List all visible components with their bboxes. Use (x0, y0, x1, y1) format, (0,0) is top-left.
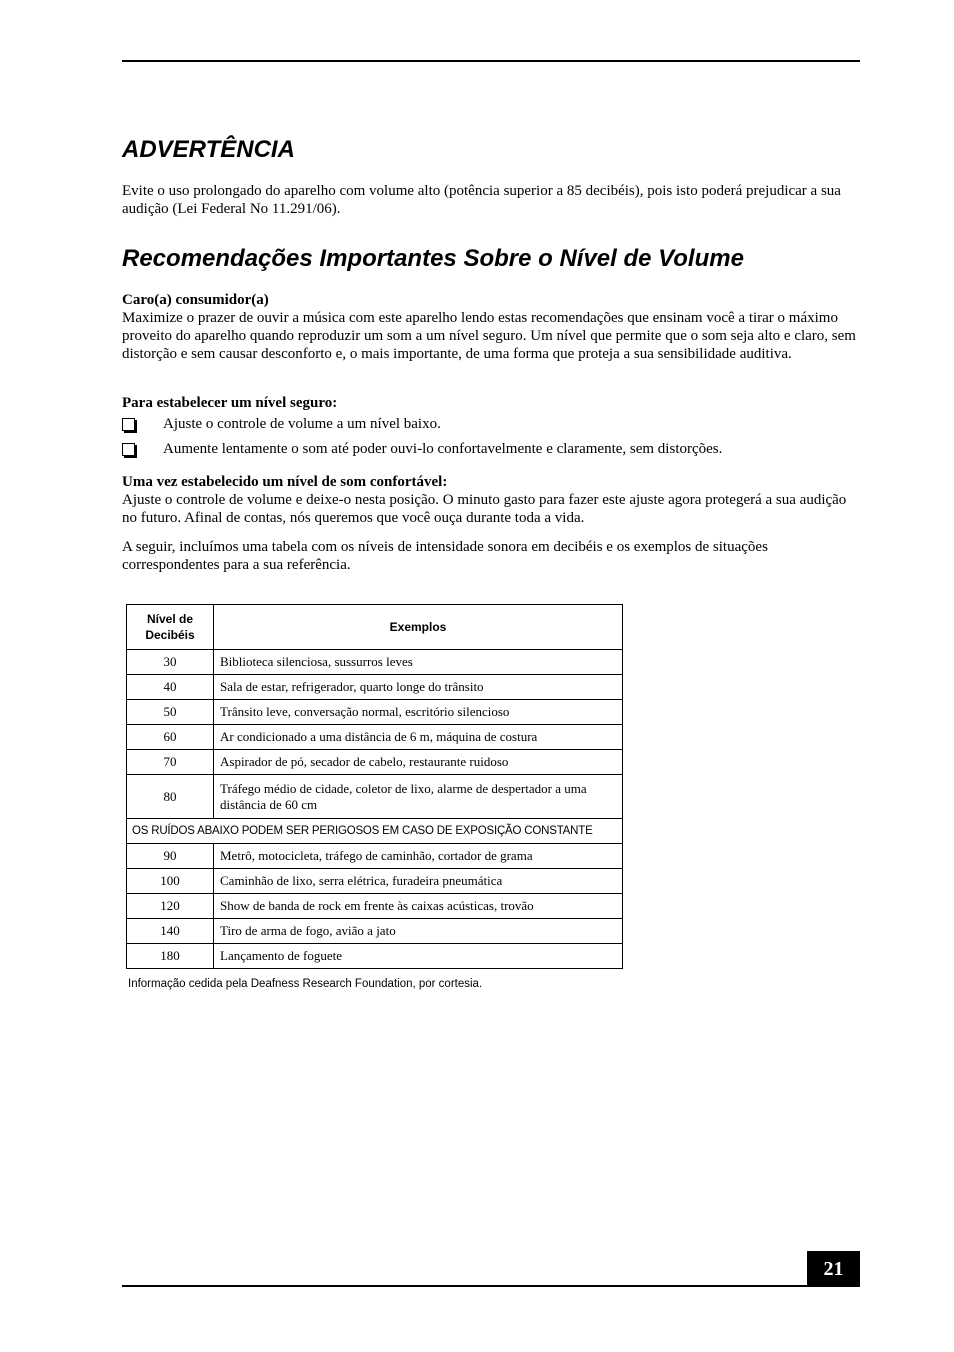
intro-text: Maximize o prazer de ouvir a música com este aparelho lendo estas recomendações que ensinam você a tirar o máximo proveito do aparelho quando reproduzir um som a um nível seguro. Um nível que permite que o som seja alto e claro, sem distorção e sem causar desconforto e, o mais importante, de uma forma que proteja a sua sensibilidade auditiva. (122, 310, 856, 362)
bullet-text: Aumente lentamente o som até poder ouvi-lo confortavelmente e claramente, sem distorções. (163, 441, 723, 457)
decibel-table (126, 604, 623, 969)
table-source-note: Informação cedida pela Deafness Research Foundation, por cortesia. (128, 978, 483, 990)
table-row: 120 Show de banda de rock em frente às caixas acústicas, trovão (127, 894, 623, 919)
header-examples: Exemplos (214, 605, 623, 650)
comfort-heading: Uma vez estabelecido um nível de som confortável: (122, 474, 448, 490)
volume-section-title: Recomendações Importantes Sobre o Nível de Volume (122, 245, 744, 272)
table-intro-text: A seguir, incluímos uma tabela com os níveis de intensidade sonora em decibéis e os exemplos de situações correspondentes para a sua referência. (122, 539, 768, 573)
header-level: Nível de Decibéis (127, 605, 214, 650)
table-row: 90 Metrô, motocicleta, tráfego de caminhão, cortador de grama (127, 844, 623, 869)
warning-text: Evite o uso prolongado do aparelho com volume alto (potência superior a 85 decibéis), pois isto poderá prejudicar a sua audição (Lei Federal No 11.291/06). (122, 183, 841, 217)
footer-rule (122, 1285, 860, 1287)
table-row: 30 Biblioteca silenciosa, sussurros leves (127, 650, 623, 675)
table-row: 50 Trânsito leve, conversação normal, escritório silencioso (127, 700, 623, 725)
table-row: 70 Aspirador de pó, secador de cabelo, restaurante ruidoso (127, 750, 623, 775)
safe-level-heading: Para estabelecer um nível seguro: (122, 395, 338, 411)
page-number: 21 (807, 1251, 860, 1287)
table-row: 80 Tráfego médio de cidade, coletor de lixo, alarme de despertador a uma distância de 60 cm (127, 775, 623, 819)
table-row: 60 Ar condicionado a uma distância de 6 m, máquina de costura (127, 725, 623, 750)
warning-title: ADVERTÊNCIA (122, 136, 295, 163)
intro-heading: Caro(a) consumidor(a) (122, 292, 269, 308)
table-header-row (127, 605, 623, 650)
table-row: 180 Lançamento de foguete (127, 944, 623, 969)
table-warning-row: OS RUÍDOS ABAIXO PODEM SER PERIGOSOS EM CASO DE EXPOSIÇÃO CONSTANTE (127, 819, 623, 844)
checkbox-bullet-icon (122, 443, 135, 456)
table-row: 40 Sala de estar, refrigerador, quarto longe do trânsito (127, 675, 623, 700)
table-row: 140 Tiro de arma de fogo, avião a jato (127, 919, 623, 944)
table-row: 100 Caminhão de lixo, serra elétrica, furadeira pneumática (127, 869, 623, 894)
bullet-text: Ajuste o controle de volume a um nível baixo. (163, 416, 441, 432)
comfort-text: Ajuste o controle de volume e deixe-o nesta posição. O minuto gasto para fazer este ajuste agora protegerá a sua audição no futuro. Afinal de contas, nós queremos que você ouça durante toda a vida. (122, 492, 847, 526)
header-rule (122, 60, 860, 62)
checkbox-bullet-icon (122, 418, 135, 431)
